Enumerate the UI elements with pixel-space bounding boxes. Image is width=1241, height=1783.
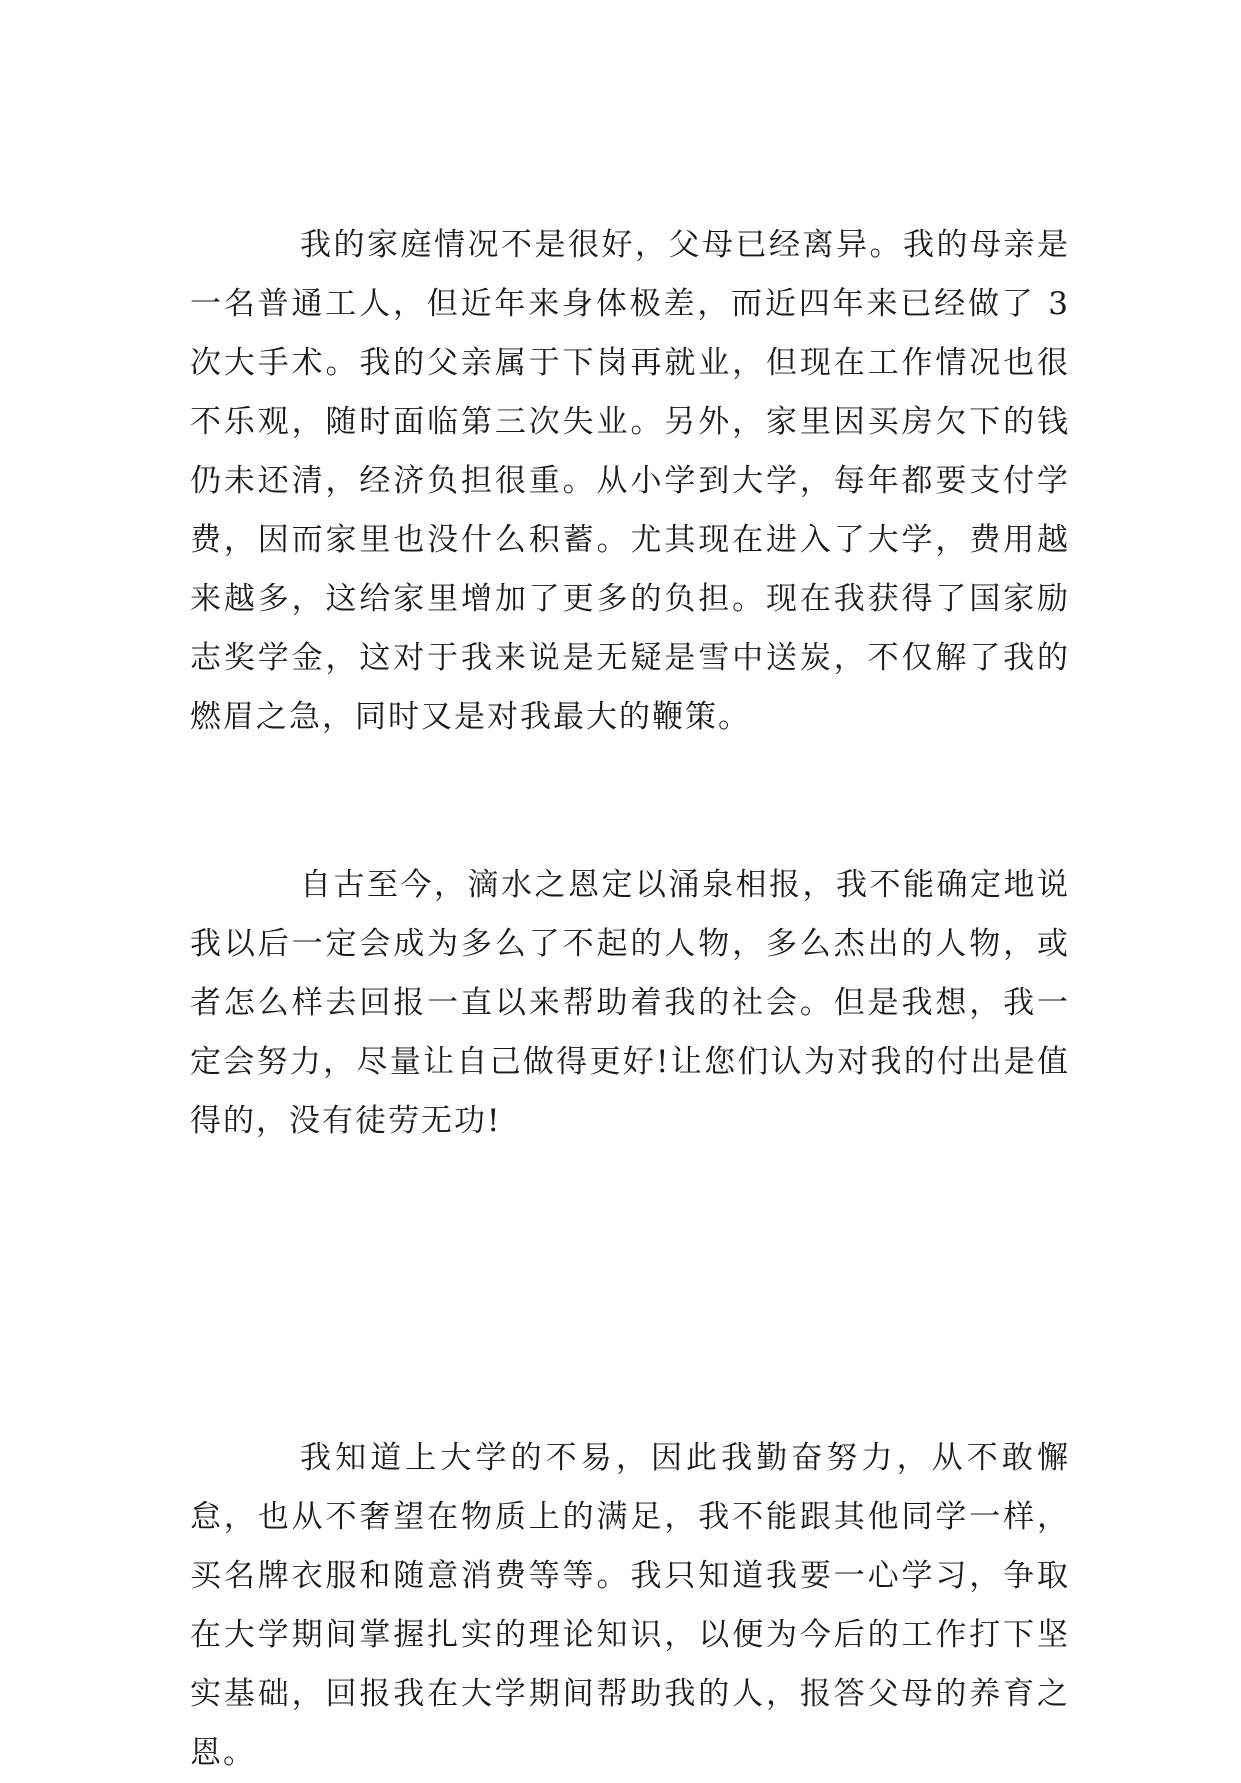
paragraph-family-situation: 我的家庭情况不是很好，父母已经离异。我的母亲是一名普通工人，但近年来身体极差，而近四年来已经做了 3 次大手术。我的父亲属于下岗再就业，但现在工作情况也很不乐观，随时面临第三次失业。另外，家里因买房欠下的钱仍未还清，经济负担很重。从小学到大学，每年都要支付学费，因而家里也没什么积蓄。尤其现在进入了大学，费用越来越多，这给家里增加了更多的负担。现在我获得了国家励志奖学金，这对于我来说是无疑是雪中送炭，不仅解了我的燃眉之急，同时又是对我最大的鞭策。 <box>190 227 1070 735</box>
paragraph-gratitude: 自古至今，滴水之恩定以涌泉相报，我不能确定地说我以后一定会成为多么了不起的人物，多么杰出的人物，或者怎么样去回报一直以来帮助着我的社会。但是我想，我一定会努力，尽量让自己做得更好!让您们认为对我的付出是值得的，没有徒劳无功! <box>190 867 1070 1139</box>
paragraph-study-goals: 我知道上大学的不易，因此我勤奋努力，从不敢懈怠，也从不奢望在物质上的满足，我不能跟其他同学一样，买名牌衣服和随意消费等等。我只知道我要一心学习，争取在大学期间掌握扎实的理论知识，以便为今后的工作打下坚实基础，回报我在大学期间帮助我的人，报答父母的养育之恩。 <box>190 1440 1070 1771</box>
